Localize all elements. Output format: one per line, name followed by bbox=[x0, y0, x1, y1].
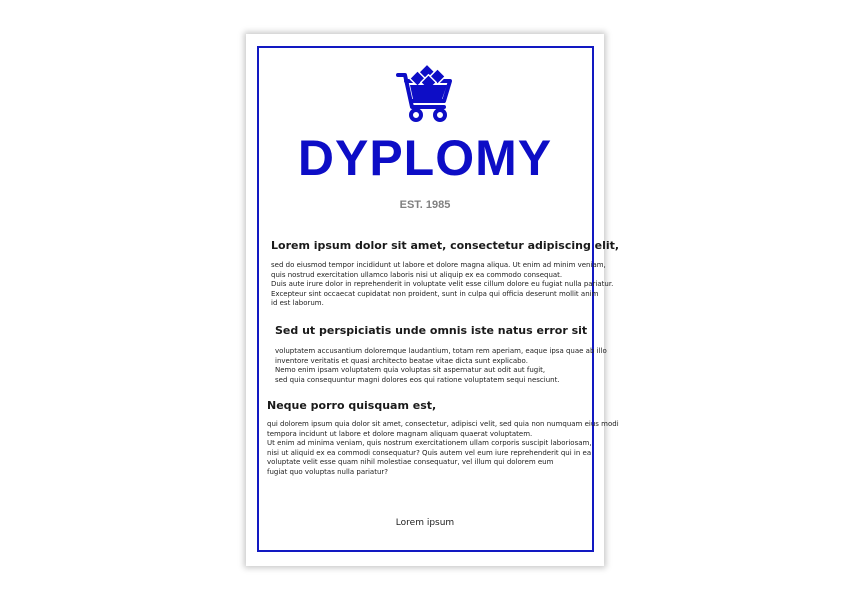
shopping-cart-icon bbox=[396, 61, 454, 125]
section-1-body bbox=[271, 261, 613, 309]
section-3-line: fugiat quo voluptas nulla pariatur? bbox=[267, 467, 388, 476]
section-2-heading: Sed ut perspiciatis unde omnis iste natus error sit bbox=[275, 324, 588, 337]
section-3-line: nisi ut aliquid ex ea commodi consequatur? Quis autem vel eum iure reprehenderit qui in ea bbox=[267, 448, 592, 457]
section-2-line: voluptatem accusantium doloremque laudantium, totam rem aperiam, eaque ipsa quae ab illo bbox=[275, 347, 607, 355]
section-2-line: inventore veritatis et quasi architecto beatae vitae dicta sunt explicabo. bbox=[275, 356, 528, 365]
section-1-line: Excepteur sint occaecat cupidatat non proident, sunt in culpa qui officia deserunt mollit anim bbox=[271, 289, 599, 298]
section-3-line: Ut enim ad minima veniam, quis nostrum exercitationem ullam corporis suscipit laboriosam, bbox=[267, 439, 592, 447]
section-1-line: id est laborum. bbox=[271, 299, 324, 307]
established-label: EST. 1985 bbox=[399, 199, 451, 211]
section-3-line: tempora incidunt ut labore et dolore magnam aliquam quaerat voluptatem. bbox=[267, 429, 533, 438]
section-2-body bbox=[275, 347, 607, 385]
section-3-heading: Neque porro quisquam est, bbox=[267, 399, 437, 412]
section-3-body bbox=[267, 420, 619, 477]
section-3-line: voluptate velit esse quam nihil molestiae consequatur, vel illum qui dolorem eum bbox=[267, 458, 554, 466]
section-1-line: quis nostrud exercitation ullamco laboris nisi ut aliquip ex ea commodo consequat. bbox=[271, 270, 563, 279]
footer-text: Lorem ipsum bbox=[395, 518, 455, 528]
section-2-line: sed quia consequuntur magni dolores eos qui ratione voluptatem sequi nesciunt. bbox=[275, 375, 560, 384]
section-1-line: Duis aute irure dolor in reprehenderit in voluptate velit esse cillum dolore eu fugiat nulla pariatur. bbox=[271, 280, 614, 288]
section-1-line: sed do eiusmod tempor incididunt ut labore et dolore magna aliqua. Ut enim ad minim veniam, bbox=[271, 261, 606, 269]
brand-title: DYPLOMY bbox=[297, 130, 553, 186]
section-1-heading: Lorem ipsum dolor sit amet, consectetur adipiscing elit, bbox=[271, 239, 620, 252]
section-3-line: qui dolorem ipsum quia dolor sit amet, consectetur, adipisci velit, sed quia non numquam eius modi bbox=[267, 420, 619, 428]
poster-page bbox=[246, 34, 620, 566]
section-2-line: Nemo enim ipsam voluptatem quia voluptas sit aspernatur aut odit aut fugit, bbox=[275, 366, 546, 374]
